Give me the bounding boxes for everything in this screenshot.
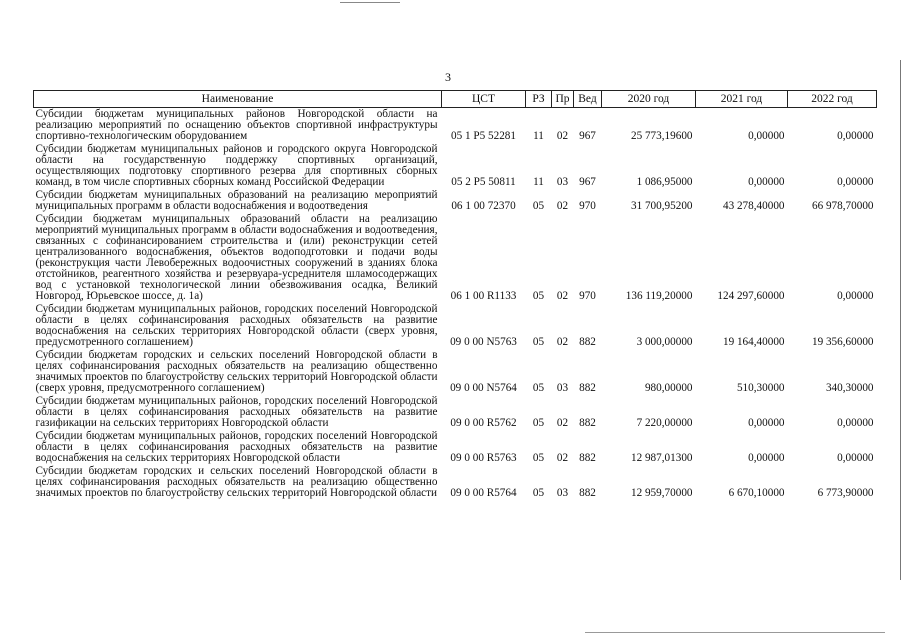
row-2021: 0,00000 [748, 417, 785, 429]
table-row [34, 395, 877, 430]
row-2020: 1 086,95000 [636, 176, 693, 188]
row-2020: 31 700,95200 [630, 200, 693, 212]
row-ved: 882 [579, 487, 596, 499]
row-rz: 05 [532, 290, 545, 302]
row-name: Субсидии бюджетам муниципальных образований области на реализацию мероприятий муниципальных программ в области водоснабжения и водоотведения, связанных с софинансированием строительства и (или) реконструкции сетей централизованного водоснабжения, объектов водоподготовки и подачи воды (реконструкция части Левобережных водоочистных сооружений в зданиях блока отстойников, реагентного хозяйства и резервуара-усреднителя шламосодержащих вод с установкой технологической линии обезвоживания осадка, Великий Новгород, Юрьевское шоссе, д. 1а) [35, 213, 438, 302]
row-2020: 3 000,00000 [636, 336, 693, 348]
header-2020: 2020 год [602, 91, 696, 108]
row-2022: 66 978,70000 [811, 200, 874, 212]
row-rz: 05 [532, 452, 545, 464]
row-name: Субсидии бюджетам муниципальных образований на реализацию мероприятий муниципальных программ в области водоснабжения и водоотведения [35, 189, 438, 212]
row-pr: 02 [556, 336, 569, 348]
row-2020: 7 220,00000 [636, 417, 693, 429]
row-2021: 19 164,40000 [722, 336, 785, 348]
row-name: Субсидии бюджетам муниципальных районов и городского округа Новгородской области на государственную поддержку спортивных организаций, осуществляющих подготовку спортивного резерва для спортивных сборных команд, в том числе спортивных сборных команд Российской Федерации [35, 143, 438, 188]
row-pr: 02 [556, 452, 569, 464]
row-2021: 0,00000 [748, 130, 785, 142]
scan-artifact-top [340, 2, 400, 3]
row-name: Субсидии бюджетам муниципальных районов Новгородской области на реализацию мероприятий по оснащению объектов спортивной инфраструктуры спортивно-технологическим оборудованием [35, 108, 438, 142]
table-row [34, 430, 877, 465]
row-pr: 02 [556, 200, 569, 212]
header-cst: ЦСТ [442, 91, 526, 108]
row-ved: 882 [579, 452, 596, 464]
row-2022: 0,00000 [837, 130, 874, 142]
row-2020: 980,00000 [644, 382, 693, 394]
row-2021: 124 297,60000 [717, 290, 785, 302]
row-ved: 882 [579, 382, 596, 394]
table-row [34, 213, 877, 303]
row-2021: 43 278,40000 [722, 200, 785, 212]
row-rz: 05 [532, 336, 545, 348]
header-ved: Вед [574, 91, 602, 108]
row-2021: 6 670,10000 [728, 487, 785, 499]
row-ved: 882 [579, 417, 596, 429]
row-cst: 09 0 00 R5764 [450, 487, 517, 499]
row-pr: 02 [556, 130, 569, 142]
row-2021: 0,00000 [748, 452, 785, 464]
budget-table [33, 90, 877, 500]
row-pr: 02 [556, 417, 569, 429]
row-rz: 05 [532, 200, 545, 212]
table-row [34, 303, 877, 349]
table-row [34, 349, 877, 395]
row-ved: 970 [579, 290, 596, 302]
row-rz: 11 [533, 130, 544, 142]
row-cst: 05 2 P5 50811 [451, 176, 516, 188]
row-2020: 12 987,01300 [630, 452, 693, 464]
row-rz: 05 [532, 487, 545, 499]
row-rz: 05 [532, 417, 545, 429]
row-2022: 340,30000 [825, 382, 874, 394]
row-2020: 12 959,70000 [630, 487, 693, 499]
row-ved: 882 [579, 336, 596, 348]
scan-artifact-bottom [585, 632, 885, 633]
row-2022: 19 356,60000 [811, 336, 874, 348]
row-2022: 0,00000 [837, 452, 874, 464]
table-row [34, 143, 877, 189]
row-rz: 11 [533, 176, 544, 188]
row-cst: 06 1 00 72370 [451, 200, 516, 212]
row-cst: 06 1 00 R1133 [450, 290, 517, 302]
row-pr: 03 [556, 176, 569, 188]
row-2022: 0,00000 [837, 176, 874, 188]
row-ved: 967 [579, 176, 596, 188]
row-name: Субсидии бюджетам городских и сельских поселений Новгородской области в целях софинансирования расходных обязательств на реализацию общественно значимых проектов по благоустройству сельских территорий Новгородской области [35, 465, 438, 499]
row-2022: 0,00000 [837, 417, 874, 429]
header-pr: Пр [552, 91, 574, 108]
row-cst: 09 0 00 R5762 [450, 417, 517, 429]
row-name: Субсидии бюджетам муниципальных районов, городских поселений Новгородской области в целях софинансирования расходных обязательств на развитие водоснабжения на сельских территориях Новгородской области [35, 430, 438, 464]
row-ved: 967 [579, 130, 596, 142]
table-row [34, 189, 877, 213]
row-ved: 970 [579, 200, 596, 212]
row-2022: 6 773,90000 [817, 487, 874, 499]
header-2022: 2022 год [788, 91, 877, 108]
scan-artifact-right-edge [900, 60, 901, 580]
row-pr: 03 [556, 487, 569, 499]
row-2021: 0,00000 [748, 176, 785, 188]
table-row [34, 108, 877, 144]
row-cst: 09 0 00 R5763 [450, 452, 517, 464]
row-rz: 05 [532, 382, 545, 394]
row-name: Субсидии бюджетам муниципальных районов, городских поселений Новгородской области в целях софинансирования расходных обязательств на развитие газификации на сельских территориях Новгородской области [35, 395, 438, 429]
row-2022: 0,00000 [837, 290, 874, 302]
row-2020: 136 119,20000 [625, 290, 693, 302]
row-pr: 02 [556, 290, 569, 302]
row-2021: 510,30000 [736, 382, 785, 394]
row-pr: 03 [556, 382, 569, 394]
page-number: 3 [445, 70, 451, 84]
row-cst: 09 0 00 N5764 [450, 382, 517, 394]
row-name: Субсидии бюджетам муниципальных районов, городских поселений Новгородской области в целях софинансирования расходных обязательств на развитие водоснабжения на сельских территориях Новгородской области (сверх уровня, предусмотренного соглашением) [35, 303, 438, 348]
header-rz: РЗ [526, 91, 552, 108]
table-row [34, 465, 877, 500]
header-2021: 2021 год [696, 91, 788, 108]
header-name: Наименование [34, 91, 442, 108]
row-name: Субсидии бюджетам городских и сельских поселений Новгородской области в целях софинансирования расходных обязательств на реализацию общественно значимых проектов по благоустройству сельских территорий Новгородской области (сверх уровня, предусмотренного соглашением) [35, 349, 438, 394]
row-2020: 25 773,19600 [630, 130, 693, 142]
row-cst: 09 0 00 N5763 [450, 336, 517, 348]
row-cst: 05 1 P5 52281 [451, 130, 516, 142]
table-header-row [34, 91, 877, 108]
